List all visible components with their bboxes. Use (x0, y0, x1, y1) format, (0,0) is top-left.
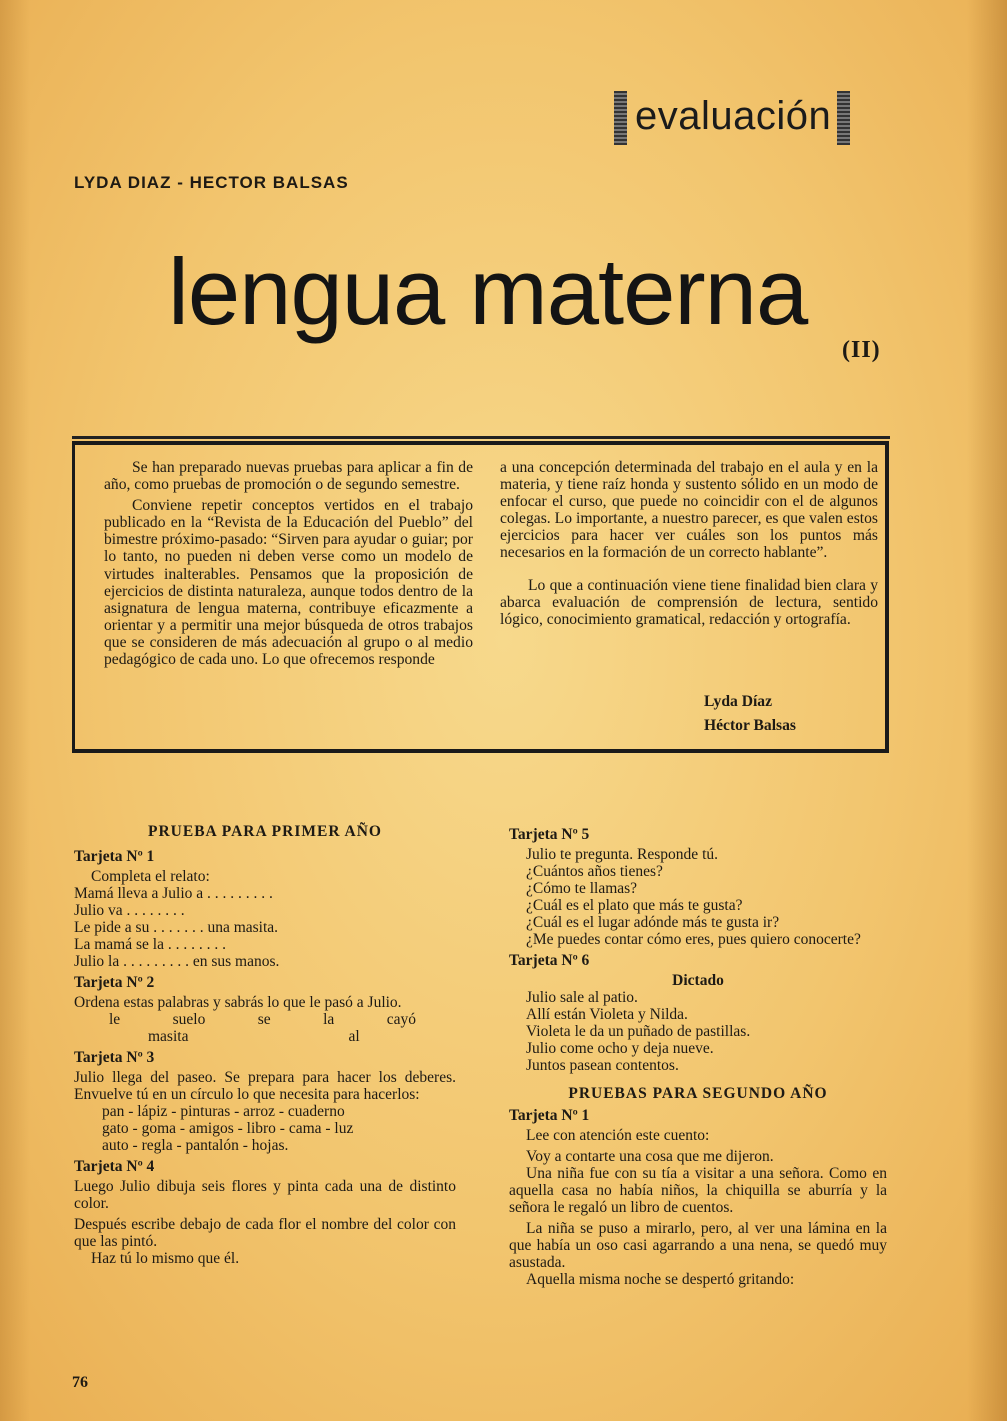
article-part-number: (II) (842, 337, 881, 363)
card-1-label: Tarjeta Nº 1 (74, 848, 155, 865)
card-4-paragraph: Después escribe debajo de cada flor el nombre del color con que las pintó. (74, 1216, 456, 1250)
dictation-heading: Dictado (672, 972, 724, 989)
story-paragraph: La niña se puso a mirarlo, pero, al ver una lámina en la que había un oso casi agarrando a una nena, se quedó muy asustada. (509, 1220, 887, 1271)
card-1-instruction: Completa el relato: (91, 868, 210, 885)
word-item: se (257, 1011, 271, 1028)
card-4-paragraph: Luego Julio dibuja seis flores y pinta cada una de distinto color. (74, 1178, 456, 1212)
intro-paragraph: a una concepción determinada del trabajo en el aula y en la materia, y tiene raíz honda y sustento sólido en un modo de enfocar el curso, que puede no coincidir con el de algunos colegas. Lo importante, a nuestro parecer, es que valen estos ejercicios para hacer ver cuáles son los puntos más necesarios en la formación de un correcto hablante”. (500, 459, 878, 562)
dictation-line: Allí están Violeta y Nilda. (526, 1006, 688, 1023)
card-2-word-row (74, 1011, 456, 1028)
card-5-label: Tarjeta Nº 5 (509, 826, 590, 843)
dictation-line: Violeta le da un puñado de pastillas. (526, 1023, 751, 1040)
dictation-line: Julio sale al patio. (526, 989, 638, 1006)
card-3-word-line: pan - lápiz - pinturas - arroz - cuaderno (102, 1103, 345, 1120)
left-column (74, 823, 456, 1267)
card-5-question: ¿Cómo te llamas? (526, 880, 638, 897)
card-5-question: ¿Cuál es el plato que más te gusta? (526, 897, 743, 914)
first-year-heading: PRUEBA PARA PRIMER AÑO (148, 823, 382, 840)
story-paragraph: Aquella misma noche se despertó gritando: (526, 1271, 795, 1288)
card-1-line: La mamá se la . . . . . . . . (74, 936, 226, 953)
card-6-label: Tarjeta Nº 6 (509, 952, 590, 969)
section-tag-bar-right (837, 91, 850, 145)
card-3-text: Julio llega del paseo. Se prepara para hacer los deberes. Envuelve tú en un círculo lo que necesita para hacerlos: (74, 1069, 456, 1103)
card-4-paragraph: Haz tú lo mismo que él. (91, 1250, 240, 1267)
page-edge-shadow-right (967, 0, 1007, 1421)
card-2-label: Tarjeta Nº 2 (74, 974, 155, 991)
dictation-line: Juntos pasean contentos. (526, 1057, 679, 1074)
signature-hector: Héctor Balsas (704, 717, 796, 734)
card-5-question: ¿Cuál es el lugar adónde más te gusta ir? (526, 914, 780, 931)
article-title: lengua materna (168, 239, 808, 344)
card-5-question: ¿Cuántos años tienes? (526, 863, 663, 880)
intro-paragraph: Conviene repetir conceptos vertidos en el trabajo publicado en la “Revista de la Educación del Pueblo” del bimestre próximo-pasado: “Sirven para ayudar o guiar; por lo tanto, no pueden ni deben verse como un modelo de virtudes inalterables. Pensamos que la proposición de ejercicios de distinta naturaleza, aunque todos dentro de la asignatura de lengua materna, contribuye eficazmente a orientar y a permitir una mejor búsqueda de otros trabajos que se consideren de más adecuación al grupo o al medio pedagógico de cada uno. Lo que ofrecemos responde (104, 497, 473, 669)
card-2-word-row (74, 1028, 456, 1045)
intro-box (72, 441, 889, 753)
signature-lyda: Lyda Díaz (704, 693, 773, 710)
card-2-instruction: Ordena estas palabras y sabrás lo que le pasó a Julio. (74, 994, 402, 1011)
section-tag-label: evaluación (635, 93, 832, 138)
intro-paragraph: Lo que a continuación viene tiene finalidad bien clara y abarca evaluación de comprensión de lectura, sentido lógico, conocimiento gramatical, redacción y ortografía. (500, 576, 878, 628)
authors-byline: LYDA DIAZ - HECTOR BALSAS (74, 173, 349, 192)
word-item: al (348, 1028, 360, 1045)
card-5-intro: Julio te pregunta. Responde tú. (526, 846, 718, 863)
second-year-heading: PRUEBAS PARA SEGUNDO AÑO (568, 1085, 828, 1102)
story-paragraph: Una niña fue con su tía a visitar a una señora. Como en aquella casa no había niños, la chiquilla se aburría y la señora le regaló un libro de cuentos. (509, 1165, 887, 1216)
word-item: cayó (386, 1011, 416, 1028)
intro-column-right (500, 459, 878, 628)
intro-paragraph: Se han preparado nuevas pruebas para aplicar a fin de año, como pruebas de promoción o de segundo semestre. (104, 459, 473, 494)
intro-column-left (104, 459, 473, 668)
story-paragraph: Voy a contarte una cosa que me dijeron. (526, 1148, 774, 1165)
intro-box-top-rule (72, 436, 890, 439)
card-1-line: Julio va . . . . . . . . (74, 902, 185, 919)
word-item: masita (148, 1028, 189, 1045)
card-3-label: Tarjeta Nº 3 (74, 1049, 155, 1066)
page-number: 76 (72, 1374, 88, 1391)
section-tag-bar-left (614, 91, 627, 145)
page-edge-shadow-left (0, 0, 30, 1421)
dictation-line: Julio come ocho y deja nueve. (526, 1040, 714, 1057)
second-year-card-1-label: Tarjeta Nº 1 (509, 1107, 590, 1124)
card-5-question: ¿Me puedes contar cómo eres, pues quiero conocerte? (526, 931, 861, 948)
card-1-line: Mamá lleva a Julio a . . . . . . . . . (74, 885, 273, 902)
card-4-label: Tarjeta Nº 4 (74, 1158, 155, 1175)
second-year-instruction: Lee con atención este cuento: (526, 1127, 710, 1144)
word-item: le (109, 1011, 121, 1028)
card-3-word-line: auto - regla - pantalón - hojas. (102, 1137, 289, 1154)
card-1-line: Le pide a su . . . . . . . una masita. (74, 919, 279, 936)
word-item: la (323, 1011, 335, 1028)
right-column (509, 826, 887, 1288)
card-1-line: Julio la . . . . . . . . . en sus manos. (74, 953, 280, 970)
section-tag (614, 90, 850, 146)
card-3-word-line: gato - goma - amigos - libro - cama - luz (102, 1120, 354, 1137)
word-item: suelo (172, 1011, 206, 1028)
